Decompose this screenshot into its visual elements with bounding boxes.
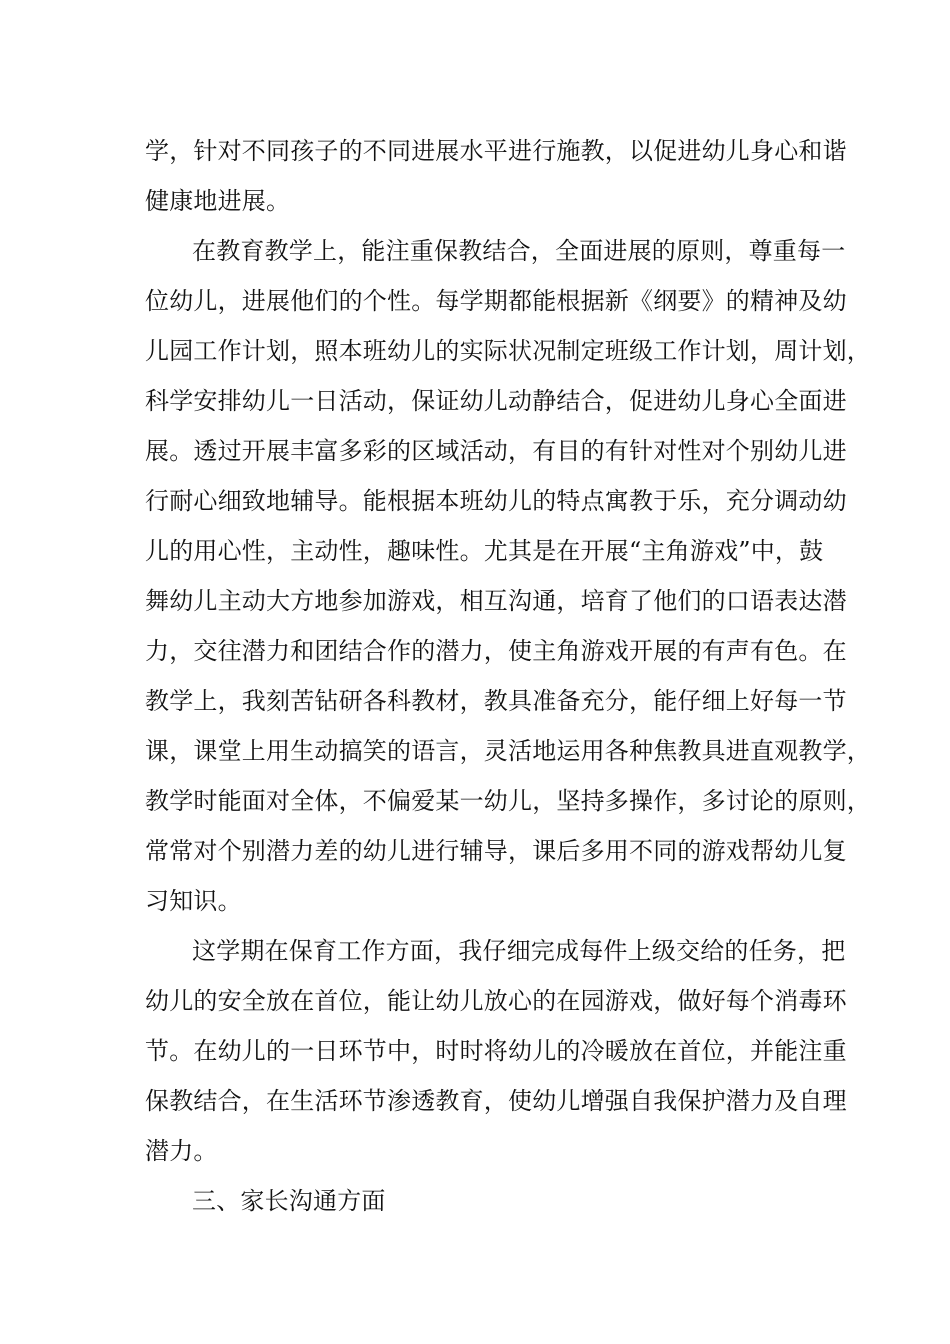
text-line: 幼儿的安全放在首位，能让幼儿放心的在园游戏，做好每个消毒环 (145, 987, 847, 1015)
text-line: 科学安排幼儿一日活动，保证幼儿动静结合，促进幼儿身心全面进 (145, 387, 847, 415)
paragraph-start-line: 在教育教学上，能注重保教结合，全面进展的原则，尊重每一 (192, 237, 846, 265)
section-heading: 三、家长沟通方面 (192, 1187, 386, 1215)
text-line: 课，课堂上用生动搞笑的语言，灵活地运用各种焦教具进直观教学， (145, 737, 871, 765)
text-line: 健康地进展。 (145, 187, 291, 215)
text-line: 教学时能面对全体，不偏爱某一幼儿，坚持多操作，多讨论的原则， (145, 787, 871, 815)
text-line: 位幼儿，进展他们的个性。每学期都能根据新《纲要》的精神及幼 (145, 287, 847, 315)
text-line: 力，交往潜力和团结合作的潜力，使主角游戏开展的有声有色。在 (145, 637, 847, 665)
text-line: 常常对个别潜力差的幼儿进行辅导，课后多用不同的游戏帮幼儿复 (145, 837, 847, 865)
text-line: 行耐心细致地辅导。能根据本班幼儿的特点寓教于乐，充分调动幼 (145, 487, 847, 515)
text-line: 展。透过开展丰富多彩的区域活动，有目的有针对性对个别幼儿进 (145, 437, 847, 465)
text-line: 节。在幼儿的一日环节中，时时将幼儿的冷暖放在首位，并能注重 (145, 1037, 847, 1065)
text-line: 习知识。 (145, 887, 242, 915)
text-line: 儿的用心性，主动性，趣味性。尤其是在开展“主角游戏”中，鼓 (145, 537, 824, 565)
text-line: 保教结合，在生活环节渗透教育，使幼儿增强自我保护潜力及自理 (145, 1087, 847, 1115)
text-line: 教学上，我刻苦钻研各科教材，教具准备充分，能仔细上好每一节 (145, 687, 847, 715)
text-line: 潜力。 (145, 1137, 218, 1165)
paragraph-start-line: 这学期在保育工作方面，我仔细完成每件上级交给的任务，把 (192, 937, 846, 965)
text-line: 舞幼儿主动大方地参加游戏，相互沟通，培育了他们的口语表达潜 (145, 587, 847, 615)
text-line: 学，针对不同孩子的不同进展水平进行施教，以促进幼儿身心和谐 (145, 137, 847, 165)
text-line: 儿园工作计划，照本班幼儿的实际状况制定班级工作计划，周计划， (145, 337, 871, 365)
